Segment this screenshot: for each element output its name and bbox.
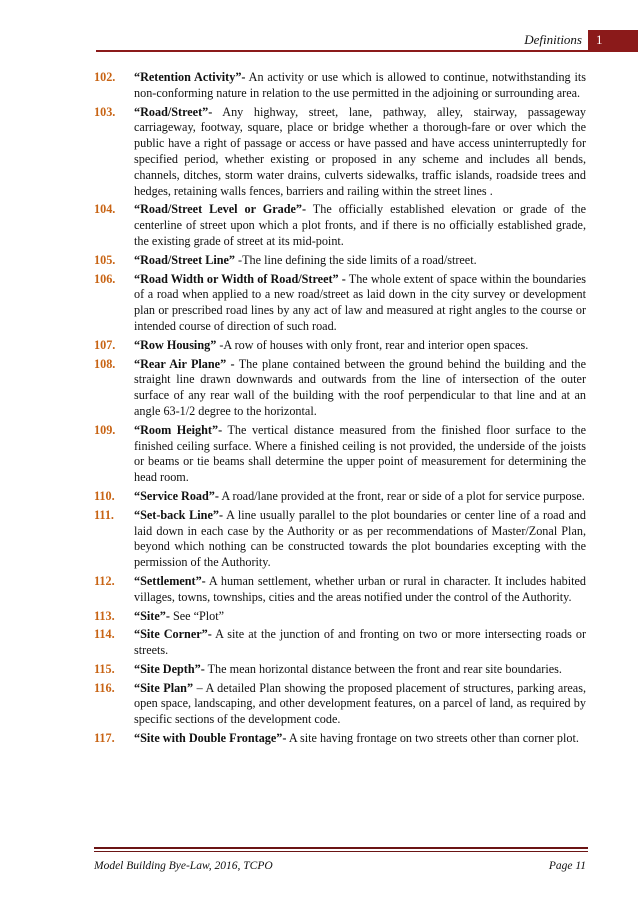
definition-number: 117.	[94, 731, 115, 746]
definition-text: -A row of houses with only front, rear and interior open spaces.	[216, 337, 529, 352]
definition-body	[134, 609, 586, 625]
footer-page-number: Page 11	[548, 860, 586, 872]
definition-number: 113.	[94, 608, 115, 623]
definition-number: 106.	[94, 271, 116, 286]
definition-number: 103.	[94, 104, 116, 119]
definition-text: A human settlement, whether urban or rural in character. It includes habited villages, towns, townships, cities and the areas notified under the control of the Authority.	[134, 573, 586, 604]
definition-term: “Site Plan”	[134, 680, 194, 695]
definition-body	[134, 731, 586, 747]
definition-body	[134, 253, 586, 269]
definition-number: 109.	[94, 422, 116, 437]
page-header	[0, 30, 638, 50]
definition-text: Any highway, street, lane, pathway, alley, stairway, passageway carriageway, footway, square, place or bridge whether a thorough-fare or over which the public have a right of passage or access or have passed and have access uninterruptedly for specified period, whether existing or proposed in any scheme and includes all bends, channels, ditches, storm water drains, culverts sidewalks, traffic islands, roadside trees and hedges, retaining walls fences, barriers and railing within the street lines .	[134, 104, 586, 198]
definition-body	[134, 627, 586, 659]
definition-number: 111.	[94, 507, 114, 522]
definition-text: A line usually parallel to the plot boundaries or center line of a road and laid down in each case by the Authority or as per recommendations of Master/Zonal Plan, beyond which nothing can be constructed towards the plot boundaries excepting with the permission of the Authority.	[134, 507, 586, 570]
definition-term: “Retention Activity”-	[134, 70, 246, 84]
definition-text: The whole extent of space within the boundaries of a road when applied to a new road/street as laid down in the city survey or development plan or prescribed road lines by any act of law and measured at right angles to the course or intended course of direction of such road.	[134, 271, 586, 333]
definition-term: “Rear Air Plane” -	[134, 356, 235, 371]
definition-term: “Room Height”-	[134, 422, 223, 437]
definition-term: “Row Housing”	[134, 337, 217, 352]
definition-text: The vertical distance measured from the finished floor surface to the finished ceiling surface. Where a finished ceiling is not provided, the underside of the joists or beams or tie beams shall determine the upper point of measurement for determining the head room.	[134, 422, 587, 485]
definition-item	[94, 357, 586, 420]
definition-text: An activity or use which is allowed to continue, notwithstanding its non-conforming nature in relation to the use permitted in the adjoining or surrounding area.	[134, 70, 586, 100]
definition-item	[94, 423, 586, 486]
definition-item	[94, 662, 586, 678]
definition-text: -The line defining the side limits of a road/street.	[235, 252, 477, 267]
definition-body	[134, 202, 586, 249]
header-rule	[96, 50, 638, 52]
footer-rule	[94, 847, 588, 849]
definition-item	[94, 272, 586, 335]
definition-number: 107.	[94, 337, 116, 352]
definition-term: “Service Road”-	[134, 488, 219, 503]
definition-term: “Road Width or Width of Road/Street” -	[134, 271, 346, 286]
definition-term: “Road/Street Level or Grade”-	[134, 202, 307, 217]
definition-item	[94, 253, 586, 269]
definition-number: 105.	[94, 252, 116, 267]
footer-rule-thin	[94, 851, 588, 852]
definition-number: 114.	[94, 627, 115, 642]
chapter-number-badge: 1	[588, 30, 638, 50]
definition-body	[134, 681, 586, 728]
definition-text: The officially established elevation or grade of the centerline of street upon which a plot fronts, and if there is no officially established grade, the existing grade of street at its mid-point.	[134, 202, 586, 248]
definition-text: The plane contained between the ground behind the building and the straight line drawn downwards and outwards from the line of intersection of the outer surface of any rear wall of the building with the roof perpendicular to that line and at an angle 63-1/2 degree to the horizontal.	[134, 356, 586, 418]
definition-number: 108.	[94, 356, 116, 371]
definition-text: A road/lane provided at the front, rear or side of a plot for service purpose.	[218, 488, 585, 503]
definition-item	[94, 489, 586, 505]
definition-item	[94, 105, 586, 200]
definition-text: A site having frontage on two streets other than corner plot.	[286, 731, 579, 746]
definition-text: – A detailed Plan showing the proposed placement of structures, parking areas, open space, landscaping, and other development features, on a parcel of land, as required by specific sections of the development code.	[134, 680, 586, 727]
definition-item	[94, 609, 586, 625]
definition-number: 112.	[94, 573, 115, 588]
definition-term: “Site Corner”-	[134, 627, 212, 642]
definition-term: “Site Depth”-	[134, 661, 205, 676]
definition-item	[94, 574, 586, 606]
definition-item	[94, 338, 586, 354]
definition-body	[134, 105, 586, 200]
definition-item	[94, 508, 586, 571]
definition-body	[134, 357, 586, 420]
definition-term: “Site with Double Frontage”-	[134, 731, 287, 746]
definition-number: 104.	[94, 202, 116, 217]
definition-item	[94, 70, 586, 102]
definition-number: 115.	[94, 661, 115, 676]
definition-body	[134, 338, 586, 354]
definition-item	[94, 681, 586, 728]
definition-term: “Set-back Line”-	[134, 507, 224, 522]
definition-number: 116.	[94, 680, 115, 695]
definition-term: “Road/Street”-	[134, 104, 213, 119]
definition-body	[134, 70, 586, 102]
definition-body	[134, 272, 586, 335]
definition-text: The mean horizontal distance between the front and rear site boundaries.	[204, 661, 562, 676]
definition-body	[134, 574, 586, 606]
definition-item	[94, 627, 586, 659]
header-title: Definitions	[524, 32, 582, 47]
definition-body	[134, 662, 586, 678]
definitions-list	[94, 70, 586, 750]
definition-number: 110.	[94, 488, 115, 503]
definition-item	[94, 731, 586, 747]
definition-body	[134, 489, 586, 505]
definition-number: 102.	[94, 70, 116, 84]
definition-text: A site at the junction of and fronting on two or more intersecting roads or streets.	[134, 627, 587, 658]
definition-term: “Road/Street Line”	[134, 252, 235, 267]
definition-body	[134, 508, 586, 571]
definition-body	[134, 423, 586, 486]
footer-document-title: Model Building Bye-Law, 2016, TCPO	[94, 860, 273, 872]
definition-term: “Site”-	[134, 608, 170, 623]
definition-text: See “Plot”	[169, 608, 225, 623]
definition-item	[94, 202, 586, 249]
definition-term: “Settlement”-	[134, 573, 206, 588]
